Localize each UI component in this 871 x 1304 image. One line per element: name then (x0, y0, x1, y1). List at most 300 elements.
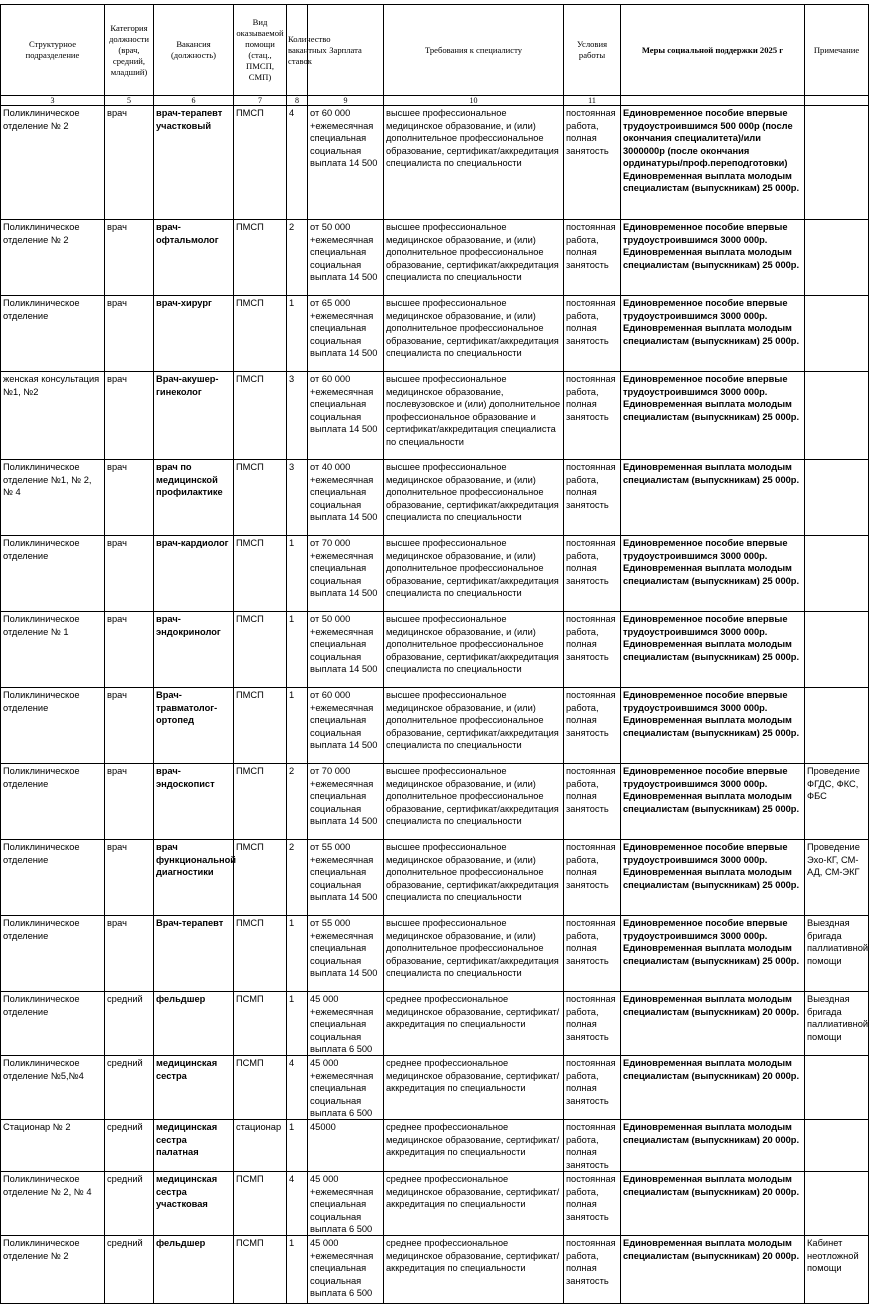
cell-note-text (807, 461, 866, 535)
cell-salary-text: от 70 000 +ежемесячная специальная социальная выплата 14 500 (310, 766, 378, 826)
header-conditions: Условия работы (564, 5, 621, 96)
cell-conditions (564, 1172, 621, 1236)
cell-requirements (384, 1236, 564, 1304)
cell-conditions-text: постоянная работа, полная занятость (566, 1058, 616, 1106)
table-row (1, 296, 869, 372)
cell-requirements (384, 916, 564, 992)
cell-vacancy-text: врач-офтальмолог (156, 222, 219, 245)
header-salary: Зарплата (308, 5, 384, 96)
cell-quantity (287, 1120, 308, 1172)
table-row (1, 1056, 869, 1120)
cell-structural-unit (1, 1120, 105, 1172)
cell-vacancy-text: врач-хирург (156, 298, 212, 308)
cell-support-text: Единовременное пособие впервые трудоустроившимся 3000 000р. Единовременная выплата молодым специалистам (выпускникам) 25 000р. (623, 918, 800, 966)
cell-conditions-text: постоянная работа, полная занятость (566, 842, 616, 890)
cell-category-text: врач (107, 222, 127, 232)
cell-structural-unit (1, 688, 105, 764)
header-note: Примечание (805, 5, 869, 96)
cell-quantity (287, 840, 308, 916)
cell-quantity-text: 4 (289, 1058, 295, 1068)
cell-category-text: средний (107, 1058, 143, 1068)
cell-structural-unit-text: Поликлиническое отделение № 2 (3, 108, 80, 131)
cell-requirements (384, 296, 564, 372)
cell-note (805, 460, 869, 536)
cell-vacancy (154, 1172, 234, 1236)
cell-support-text: Единовременное пособие впервые трудоустроившимся 3000 000р. Единовременная выплата молодым специалистам (выпускникам) 25 000р. (623, 538, 800, 586)
cell-category (105, 1056, 154, 1120)
cell-requirements-text: высшее профессиональное медицинское образование, и (или) дополнительное профессиональное образование, сертификат/аккредитация специалиста по специальности (386, 690, 559, 750)
cell-vacancy (154, 764, 234, 840)
cell-structural-unit-text: Поликлиническое отделение №1, № 2, № 4 (3, 462, 92, 497)
column-number: 8 (287, 96, 308, 106)
cell-support (621, 612, 805, 688)
table-row (1, 992, 869, 1056)
cell-quantity-text: 2 (289, 842, 295, 852)
cell-vacancy (154, 106, 234, 220)
cell-conditions-text: постоянная работа, полная занятость (566, 222, 616, 270)
cell-quantity-text: 1 (289, 298, 295, 308)
cell-support-text: Единовременная выплата молодым специалистам (выпускникам) 20 000р. (623, 994, 800, 1017)
cell-care-type (234, 1172, 287, 1236)
cell-support-text: Единовременное пособие впервые трудоустроившимся 3000 000р. Единовременная выплата молодым специалистам (выпускникам) 25 000р. (623, 374, 800, 422)
cell-structural-unit-text: Стационар № 2 (3, 1122, 71, 1132)
cell-care-type (234, 1056, 287, 1120)
cell-requirements-text: высшее профессиональное медицинское образование, и (или) дополнительное профессиональное образование, сертификат/аккредитация специалиста по специальности (386, 108, 559, 168)
cell-support (621, 296, 805, 372)
cell-vacancy (154, 1236, 234, 1304)
cell-structural-unit (1, 612, 105, 688)
cell-requirements (384, 840, 564, 916)
header-care-type: Вид оказываемой помощи (стац., ПМСП, СМП) (234, 5, 287, 96)
cell-care-type-text: ПМСП (236, 538, 264, 548)
cell-conditions (564, 612, 621, 688)
cell-conditions-text: постоянная работа, полная занятость (566, 1238, 616, 1286)
cell-category-text: врач (107, 374, 127, 384)
cell-salary-text: 45000 (310, 1122, 336, 1132)
cell-note (805, 220, 869, 296)
cell-salary (308, 916, 384, 992)
cell-salary (308, 296, 384, 372)
cell-vacancy (154, 612, 234, 688)
cell-structural-unit (1, 536, 105, 612)
cell-support-text: Единовременная выплата молодым специалистам (выпускникам) 20 000р. (623, 1174, 800, 1197)
cell-category (105, 460, 154, 536)
cell-category-text: средний (107, 1122, 143, 1132)
cell-support (621, 1056, 805, 1120)
cell-note (805, 1236, 869, 1304)
cell-quantity-text: 1 (289, 614, 295, 624)
table-row (1, 460, 869, 536)
cell-conditions-text: постоянная работа, полная занятость (566, 994, 616, 1042)
cell-requirements-text: высшее профессиональное медицинское образование, и (или) дополнительное профессиональное образование, сертификат/аккредитация специалиста по специальности (386, 538, 559, 598)
table-row (1, 220, 869, 296)
table-row (1, 372, 869, 460)
cell-conditions-text: постоянная работа, полная занятость (566, 1174, 616, 1222)
cell-conditions-text: постоянная работа, полная занятость (566, 614, 616, 662)
cell-requirements (384, 372, 564, 460)
cell-support-text: Единовременное пособие впервые трудоустроившимся 3000 000р. Единовременная выплата молодым специалистам (выпускникам) 25 000р. (623, 614, 800, 662)
cell-category-text: средний (107, 1174, 143, 1184)
cell-quantity-text: 3 (289, 462, 295, 472)
cell-care-type (234, 1236, 287, 1304)
cell-care-type (234, 1120, 287, 1172)
cell-requirements-text: высшее профессиональное медицинское образование, и (или) дополнительное профессиональное образование, сертификат/аккредитация специалиста по специальности (386, 462, 559, 522)
cell-note-text: Кабинет неотложной помощи (807, 1238, 859, 1273)
cell-structural-unit (1, 916, 105, 992)
cell-salary (308, 840, 384, 916)
cell-salary-text: 45 000 +ежемесячная специальная социальная выплата 6 500 (310, 994, 374, 1054)
cell-structural-unit (1, 296, 105, 372)
cell-requirements-text: высшее профессиональное медицинское образование, и (или) дополнительное профессиональное образование, сертификат/аккредитация специалиста по специальности (386, 614, 559, 674)
cell-conditions (564, 1120, 621, 1172)
cell-requirements-text: высшее профессиональное медицинское образование, и (или) дополнительное профессиональное образование, сертификат/аккредитация специалиста по специальности (386, 766, 559, 826)
cell-quantity-text: 4 (289, 1174, 295, 1184)
cell-vacancy-text: Врач-травматолог-ортопед (156, 690, 218, 725)
cell-quantity (287, 1172, 308, 1236)
cell-quantity-text: 1 (289, 918, 295, 928)
cell-structural-unit (1, 840, 105, 916)
cell-quantity-text: 4 (289, 108, 295, 118)
cell-note-text: Проведение ФГДС, ФКС, ФБС (807, 766, 860, 801)
cell-requirements (384, 688, 564, 764)
cell-requirements-text: среднее профессиональное медицинское образование, сертификат/аккредитация по специальности (386, 994, 560, 1029)
cell-care-type-text: ПМСП (236, 374, 264, 384)
header-quantity: Количество вакантных ставок (287, 5, 308, 96)
cell-category-text: врач (107, 462, 127, 472)
cell-support (621, 688, 805, 764)
cell-note-text (807, 297, 866, 371)
cell-care-type (234, 296, 287, 372)
cell-care-type (234, 460, 287, 536)
cell-salary-text: от 65 000 +ежемесячная специальная социальная выплата 14 500 (310, 298, 378, 358)
cell-structural-unit (1, 372, 105, 460)
cell-salary (308, 612, 384, 688)
cell-conditions (564, 916, 621, 992)
cell-salary (308, 764, 384, 840)
cell-quantity (287, 536, 308, 612)
cell-quantity (287, 764, 308, 840)
cell-care-type (234, 106, 287, 220)
cell-structural-unit-text: Поликлиническое отделение (3, 918, 80, 941)
cell-requirements-text: среднее профессиональное медицинское образование, сертификат/аккредитация по специальности (386, 1122, 560, 1157)
cell-quantity-text: 1 (289, 538, 295, 548)
cell-salary-text: от 50 000 +ежемесячная специальная социальная выплата 14 500 (310, 614, 378, 674)
cell-structural-unit (1, 1236, 105, 1304)
table-row (1, 916, 869, 992)
table-row (1, 1172, 869, 1236)
cell-support (621, 536, 805, 612)
cell-care-type (234, 840, 287, 916)
cell-category-text: врач (107, 918, 127, 928)
cell-quantity-text: 1 (289, 1238, 295, 1248)
cell-note (805, 536, 869, 612)
cell-salary-text: от 55 000 +ежемесячная специальная социальная выплата 14 500 (310, 842, 378, 902)
cell-requirements-text: высшее профессиональное медицинское образование, и (или) дополнительное профессиональное образование, сертификат/аккредитация специалиста по специальности (386, 222, 559, 282)
cell-requirements-text: высшее профессиональное медицинское образование, и (или) дополнительное профессиональное образование, сертификат/аккредитация специалиста по специальности (386, 918, 559, 978)
table-row (1, 688, 869, 764)
cell-support-text: Единовременное пособие впервые трудоустроившимся 500 000р (после окончания специалитета)/или 3000000р (после окончания ординатуры/проф.переподготовки) Единовременная выплата молодым специалистам (выпускникам) 25 000р. (623, 108, 800, 193)
cell-support (621, 460, 805, 536)
cell-category (105, 536, 154, 612)
cell-note-text: Выездная бригада паллиативной помощи (807, 994, 869, 1042)
cell-vacancy (154, 1120, 234, 1172)
table-row (1, 612, 869, 688)
cell-vacancy (154, 296, 234, 372)
cell-salary-text: от 60 000 +ежемесячная специальная социальная выплата 14 500 (310, 374, 378, 434)
cell-note (805, 916, 869, 992)
cell-care-type-text: ПМСП (236, 222, 264, 232)
cell-category-text: врач (107, 842, 127, 852)
cell-support-text: Единовременная выплата молодым специалистам (выпускникам) 25 000р. (623, 462, 800, 485)
cell-note (805, 296, 869, 372)
cell-requirements (384, 220, 564, 296)
cell-salary (308, 220, 384, 296)
cell-structural-unit-text: Поликлиническое отделение № 2 (3, 222, 80, 245)
cell-care-type-text: ПМСП (236, 690, 264, 700)
cell-support (621, 840, 805, 916)
cell-category (105, 220, 154, 296)
cell-conditions (564, 840, 621, 916)
cell-vacancy-text: врач-эндокринолог (156, 614, 221, 637)
cell-salary (308, 460, 384, 536)
cell-structural-unit-text: Поликлиническое отделение (3, 766, 80, 789)
cell-requirements (384, 106, 564, 220)
cell-salary-text: от 70 000 +ежемесячная специальная социальная выплата 14 500 (310, 538, 378, 598)
cell-quantity (287, 296, 308, 372)
cell-category (105, 1172, 154, 1236)
cell-quantity (287, 612, 308, 688)
header-category: Категория должности (врач, средний, младший) (105, 5, 154, 96)
cell-category (105, 106, 154, 220)
cell-conditions-text: постоянная работа, полная занятость (566, 374, 616, 422)
cell-category-text: средний (107, 1238, 143, 1248)
table-row (1, 1236, 869, 1304)
cell-salary-text: от 40 000 +ежемесячная специальная социальная выплата 14 500 (310, 462, 378, 522)
cell-care-type-text: ПМСП (236, 842, 264, 852)
cell-vacancy (154, 372, 234, 460)
cell-category-text: врач (107, 614, 127, 624)
cell-vacancy (154, 536, 234, 612)
cell-note (805, 106, 869, 220)
cell-structural-unit (1, 220, 105, 296)
cell-note (805, 992, 869, 1056)
cell-conditions (564, 688, 621, 764)
cell-requirements (384, 1120, 564, 1172)
cell-category-text: средний (107, 994, 143, 1004)
cell-conditions (564, 1236, 621, 1304)
cell-category (105, 764, 154, 840)
cell-structural-unit-text: Поликлиническое отделение № 1 (3, 614, 80, 637)
cell-quantity (287, 220, 308, 296)
cell-support-text: Единовременное пособие впервые трудоустроившимся 3000 000р. Единовременная выплата молодым специалистам (выпускникам) 25 000р. (623, 766, 800, 814)
cell-salary (308, 688, 384, 764)
cell-salary-text: от 60 000 +ежемесячная специальная социальная выплата 14 500 (310, 690, 378, 750)
cell-requirements-text: среднее профессиональное медицинское образование, сертификат/аккредитация по специальности (386, 1238, 560, 1273)
cell-requirements (384, 764, 564, 840)
cell-note (805, 372, 869, 460)
cell-conditions-text: постоянная работа, полная занятость (566, 462, 616, 510)
cell-requirements (384, 992, 564, 1056)
cell-support-text: Единовременная выплата молодым специалистам (выпускникам) 20 000р. (623, 1122, 800, 1145)
cell-quantity-text: 3 (289, 374, 295, 384)
cell-support-text: Единовременное пособие впервые трудоустроившимся 3000 000р. Единовременная выплата молодым специалистам (выпускникам) 25 000р. (623, 222, 800, 270)
cell-structural-unit-text: Поликлиническое отделение №5,№4 (3, 1058, 84, 1081)
cell-care-type-text: ПМСП (236, 462, 264, 472)
cell-structural-unit (1, 106, 105, 220)
cell-care-type-text: ПСМП (236, 994, 264, 1004)
table-body (1, 106, 869, 1304)
cell-requirements-text: высшее профессиональное медицинское образование, и (или) дополнительное профессиональное образование, сертификат/аккредитация специалиста по специальности (386, 298, 559, 358)
cell-care-type-text: ПСМП (236, 1174, 264, 1184)
cell-note (805, 612, 869, 688)
cell-conditions-text: постоянная работа, полная занятость (566, 108, 616, 156)
cell-conditions (564, 764, 621, 840)
cell-vacancy (154, 992, 234, 1056)
column-number: 3 (1, 96, 105, 106)
column-number (805, 96, 869, 106)
cell-quantity (287, 106, 308, 220)
column-number: 5 (105, 96, 154, 106)
cell-note-text (807, 613, 866, 687)
cell-salary (308, 536, 384, 612)
cell-vacancy-text: медицинская сестра (156, 1058, 218, 1081)
cell-vacancy-text: врач-эндоскопист (156, 766, 215, 789)
cell-support-text: Единовременное пособие впервые трудоустроившимся 3000 000р. Единовременная выплата молодым специалистам (выпускникам) 25 000р. (623, 690, 800, 738)
cell-note-text (807, 221, 866, 295)
cell-salary (308, 1236, 384, 1304)
cell-salary (308, 372, 384, 460)
cell-structural-unit (1, 1172, 105, 1236)
cell-salary (308, 1172, 384, 1236)
cell-support (621, 992, 805, 1056)
cell-requirements (384, 1056, 564, 1120)
cell-vacancy-text: врач-кардиолог (156, 538, 229, 548)
cell-quantity (287, 916, 308, 992)
cell-conditions (564, 460, 621, 536)
cell-salary (308, 106, 384, 220)
cell-requirements (384, 1172, 564, 1236)
cell-vacancy-text: Врач-терапевт (156, 918, 224, 928)
cell-note (805, 1172, 869, 1236)
cell-category (105, 372, 154, 460)
table-row (1, 840, 869, 916)
cell-requirements-text: среднее профессиональное медицинское образование, сертификат/аккредитация по специальности (386, 1174, 560, 1209)
cell-quantity (287, 372, 308, 460)
cell-category (105, 688, 154, 764)
cell-vacancy (154, 688, 234, 764)
header-requirements: Требования к специалисту (384, 5, 564, 96)
cell-requirements-text: высшее профессиональное медицинское образование, и (или) дополнительное профессиональное образование, сертификат/аккредитация специалиста по специальности (386, 842, 559, 902)
cell-vacancy (154, 460, 234, 536)
cell-care-type (234, 688, 287, 764)
cell-structural-unit-text: Поликлиническое отделение (3, 298, 80, 321)
cell-support (621, 106, 805, 220)
column-number: 6 (154, 96, 234, 106)
cell-requirements (384, 460, 564, 536)
cell-care-type (234, 764, 287, 840)
cell-requirements (384, 612, 564, 688)
cell-quantity-text: 1 (289, 1122, 295, 1132)
cell-structural-unit-text: Поликлиническое отделение (3, 690, 80, 713)
cell-support-text: Единовременное пособие впервые трудоустроившимся 3000 000р. Единовременная выплата молодым специалистам (выпускникам) 25 000р. (623, 842, 800, 890)
cell-care-type-text: ПМСП (236, 918, 264, 928)
column-number: 9 (308, 96, 384, 106)
cell-support-text: Единовременная выплата молодым специалистам (выпускникам) 20 000р. (623, 1238, 800, 1261)
cell-note-text: Проведение Эхо-КГ, СМ-АД, СМ-ЭКГ (807, 842, 860, 877)
cell-note-text (807, 1173, 866, 1235)
cell-quantity-text: 1 (289, 994, 295, 1004)
cell-requirements (384, 536, 564, 612)
cell-vacancy-text: медицинская сестра участковая (156, 1174, 218, 1209)
cell-category-text: врач (107, 108, 127, 118)
column-number: 10 (384, 96, 564, 106)
cell-note-text (807, 373, 866, 459)
cell-note (805, 1120, 869, 1172)
cell-support (621, 1236, 805, 1304)
cell-quantity-text: 2 (289, 766, 295, 776)
table-row (1, 1120, 869, 1172)
cell-note-text (807, 537, 866, 611)
cell-note-text (807, 1121, 866, 1171)
column-number: 7 (234, 96, 287, 106)
cell-quantity (287, 1236, 308, 1304)
cell-structural-unit (1, 1056, 105, 1120)
cell-note-text (807, 689, 866, 763)
cell-conditions (564, 1056, 621, 1120)
cell-care-type-text: ПМСП (236, 298, 264, 308)
cell-support-text: Единовременная выплата молодым специалистам (выпускникам) 20 000р. (623, 1058, 800, 1081)
cell-care-type-text: ПМСП (236, 108, 264, 118)
cell-category (105, 916, 154, 992)
cell-note (805, 1056, 869, 1120)
cell-conditions-text: постоянная работа, полная занятость (566, 690, 616, 738)
cell-structural-unit (1, 764, 105, 840)
cell-vacancy-text: врач функциональной диагностики (156, 842, 236, 877)
cell-salary-text: от 55 000 +ежемесячная специальная социальная выплата 14 500 (310, 918, 378, 978)
cell-care-type (234, 992, 287, 1056)
cell-salary (308, 992, 384, 1056)
cell-quantity (287, 992, 308, 1056)
cell-care-type-text: ПСМП (236, 1238, 264, 1248)
cell-care-type-text: ПСМП (236, 1058, 264, 1068)
cell-vacancy (154, 1056, 234, 1120)
cell-structural-unit (1, 460, 105, 536)
cell-salary-text: от 50 000 +ежемесячная специальная социальная выплата 14 500 (310, 222, 378, 282)
cell-vacancy-text: врач-терапевт участковый (156, 108, 223, 131)
cell-structural-unit-text: Поликлиническое отделение (3, 538, 80, 561)
cell-quantity-text: 2 (289, 222, 295, 232)
cell-conditions (564, 220, 621, 296)
cell-care-type (234, 220, 287, 296)
cell-category-text: врач (107, 766, 127, 776)
cell-quantity (287, 460, 308, 536)
cell-structural-unit (1, 992, 105, 1056)
header-row (1, 5, 869, 96)
cell-category (105, 612, 154, 688)
cell-salary (308, 1056, 384, 1120)
cell-salary-text: 45 000 +ежемесячная специальная социальная выплата 6 500 (310, 1238, 374, 1298)
cell-category-text: врач (107, 690, 127, 700)
cell-note-text (807, 1057, 866, 1119)
cell-category (105, 840, 154, 916)
cell-note (805, 688, 869, 764)
cell-category (105, 992, 154, 1056)
vacancy-table (0, 4, 869, 1304)
column-number-row (1, 96, 869, 106)
cell-care-type-text: стационар (236, 1122, 282, 1132)
cell-vacancy-text: Врач-акушер-гинеколог (156, 374, 219, 397)
cell-vacancy (154, 220, 234, 296)
